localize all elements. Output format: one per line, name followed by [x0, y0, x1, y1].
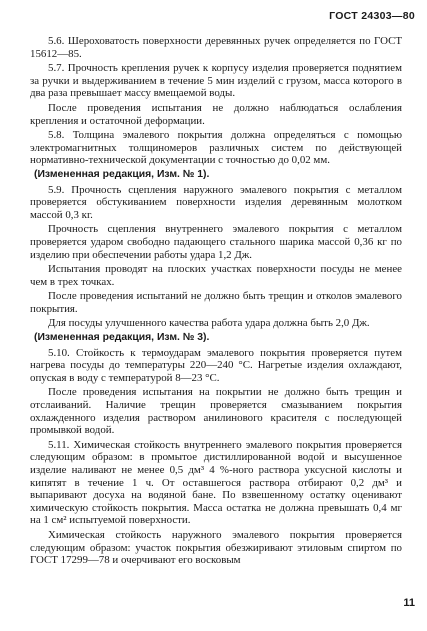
paragraph: 5.9. Прочность сцепления наружного эмалевого покрытия с металлом проверяется обстукиванием поверхности изделия деревянным молотком массой 0,3 кг. — [30, 183, 402, 221]
paragraph: 5.8. Толщина эмалевого покрытия должна определяться с помощью электромагнитных толщиномеров различных систем по действующей нормативно-технической документации с точностью до 0,02 мм. — [30, 129, 402, 167]
paragraph: Для посуды улучшенного качества работа удара должна быть 2,0 Дж. — [48, 317, 370, 330]
amendment-note: (Измененная редакция, Изм. № 1). — [34, 168, 210, 180]
amendment-note: (Измененная редакция, Изм. № 3). — [34, 332, 210, 344]
paragraph: 5.10. Стойкость к термоударам эмалевого покрытия проверяется путем нагрева посуды до температуры 220—240 °С. Нагретые изделия охлаждают, опуская в воду с температурой 8—23 °С. — [30, 346, 402, 384]
paragraph: После проведения испытаний не должно быть трещин и отколов эмалевого покрытия. — [30, 290, 402, 315]
paragraph: Прочность сцепления внутреннего эмалевого покрытия с металлом проверяется ударом свободно падающего стального шарика массой 0,36 кг по изделию при обеспечении работы удара 1,2 Дж. — [30, 223, 402, 261]
paragraph: 5.7. Прочность крепления ручек к корпусу изделия проверяется поднятием за ручки и выдерживанием в течение 5 мин изделий с грузом, масса которого в два раза превышает массу вмещаемой воды. — [30, 62, 402, 100]
paragraph: Испытания проводят на плоских участках поверхности посуды не менее чем в трех точках. — [30, 263, 402, 288]
document-body — [30, 35, 402, 567]
paragraph: После проведения испытания на покрытии не должно быть трещин и отслаиваний. Наличие трещин проверяется смазыванием покрытия охлажденного изделия раствором анилинового красителя с последующей промывкой водой. — [30, 386, 402, 437]
paragraph: После проведения испытания не должно наблюдаться ослабления крепления и остаточной деформации. — [30, 101, 402, 127]
paragraph: 5.11. Химическая стойкость внутреннего эмалевого покрытия проверяется следующим образом: в промытое дистиллированной водой и высушенное изделие наливают не менее 0,5 дм³ 4 %-ного раствора уксусной кислоты и кипятят в течение 1 ч. От оставшегося раствора отбирают 0,2 дм³ и выпаривают досуха на водяной бане. По взвешенному остатку оценивают химическую стойкость покрытия. Масса остатка не должна превышать 0,4 мг на 1 см² испытуемой поверхности. — [30, 438, 402, 527]
paragraph: 5.6. Шероховатость поверхности деревянных ручек определяется по ГОСТ 15612—85. — [30, 35, 402, 60]
page-number: 11 — [403, 597, 415, 609]
standard-code: ГОСТ 24303—80 — [329, 10, 415, 22]
paragraph: Химическая стойкость наружного эмалевого покрытия проверяется следующим образом: участок покрытия обезжиривают этиловым спиртом по ГОСТ 17299—78 и очерчивают его восковым — [30, 528, 402, 567]
